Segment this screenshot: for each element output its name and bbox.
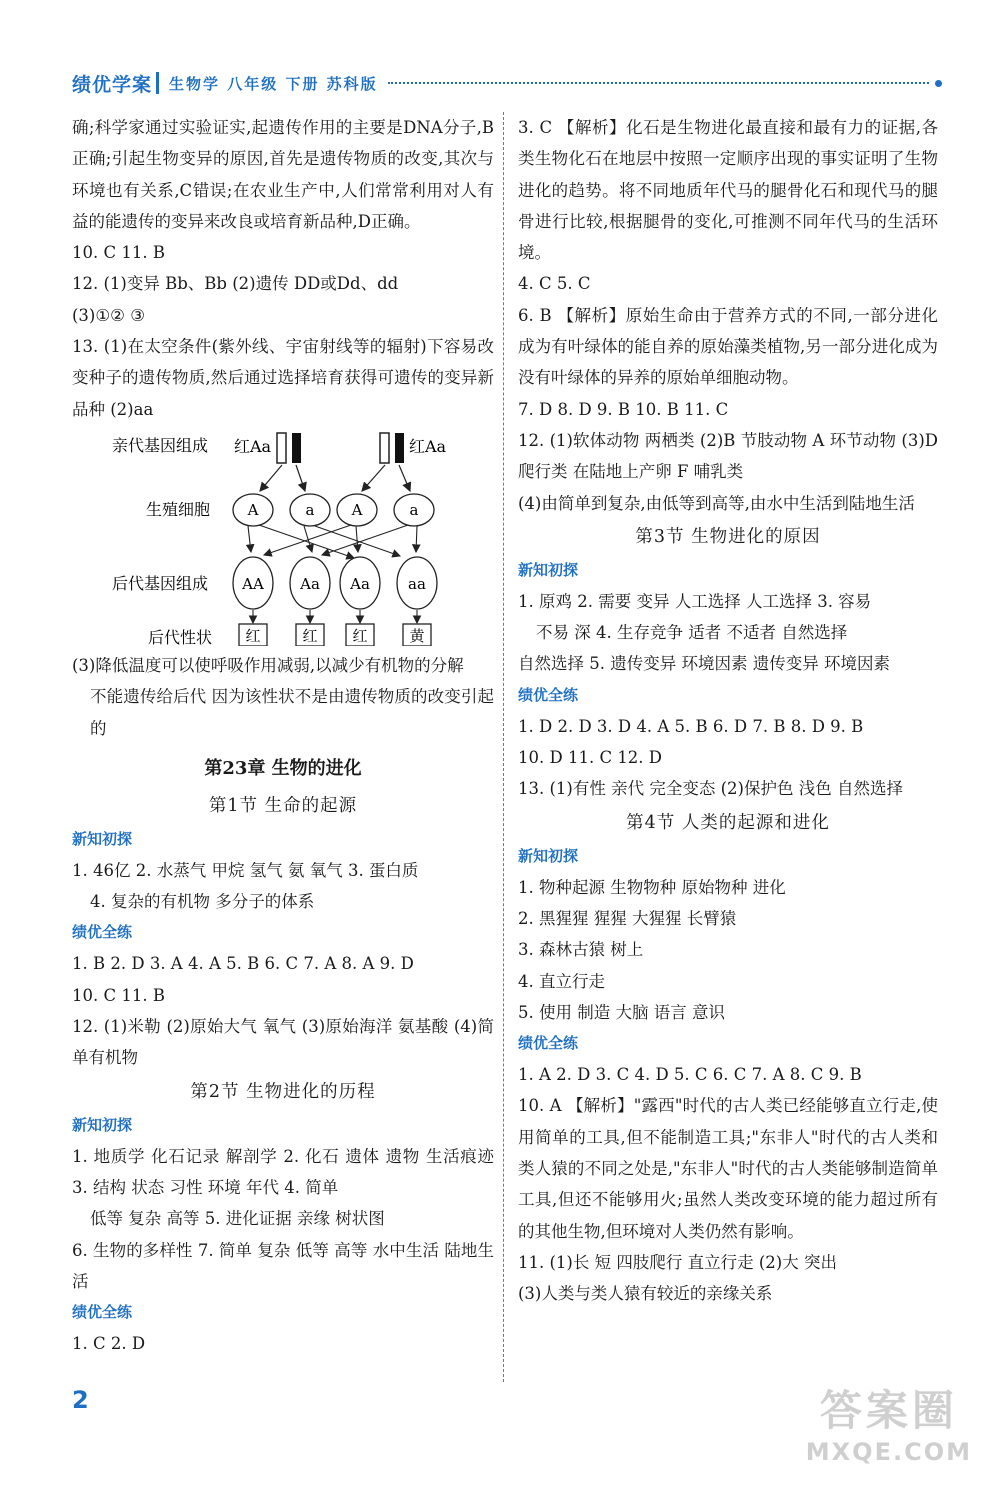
answer-paragraph: 12. (1)米勒 (2)原始大气 氧气 (3)原始海洋 氨基酸 (4)简单有机物 (72, 1017, 494, 1068)
answer-line: (3)人类与类人猿有较近的亲缘关系 (518, 1284, 773, 1304)
answer-line: 12. (1)变异 Bb、Bb (2)遗传 DD或Dd、dd (72, 274, 399, 294)
trait-label: 红 (302, 626, 318, 645)
answer-line: (4)由简单到复杂,由低等到高等,由水中生活到陆地生活 (518, 493, 915, 513)
answer-line: 1. C 2. D (72, 1334, 146, 1354)
subsection-label: 绩优全练 (72, 1303, 133, 1322)
answer-paragraph: 13. (1)有性 亲代 完全变态 (2)保护色 浅色 自然选择 (518, 779, 903, 799)
answer-line: (3)①② ③ (72, 305, 145, 325)
subsection-label: 绩优全练 (72, 923, 133, 942)
subject-title: 生物学 八年级 下册 苏科版 (169, 74, 378, 93)
subsection-label: 新知初探 (72, 1115, 133, 1134)
answer-line: 1. 46亿 2. 水蒸气 甲烷 氢气 氨 氧气 3. 蛋白质 (72, 860, 419, 880)
trait-label: 黄 (409, 626, 425, 645)
answer-line: 3. 森林古猿 树上 (518, 940, 644, 960)
offspring-label: aa (408, 574, 426, 593)
page-header (72, 68, 942, 98)
header-dot (935, 80, 942, 87)
answer-paragraph: 13. (1)在太空条件(紫外线、宇宙射线等的辐射)下容易改变种子的遗传物质,然后通过选择培育获得可遗传的变异新品种 (2)aa (72, 337, 494, 419)
gamete-label: a (409, 500, 419, 519)
answer-paragraph: 12. (1)软体动物 两栖类 (2)B 节肢动物 A 环节动物 (3)D 爬行类 在陆地上产卵 F 哺乳类 (518, 430, 938, 482)
genetic-cross-diagram (72, 431, 494, 646)
column-divider (503, 112, 504, 1382)
offspring-label: Aa (300, 574, 320, 593)
offspring-label: AA (242, 574, 264, 593)
section-title: 第4节 人类的起源和进化 (626, 812, 830, 833)
answer-paragraph: 不能遗传给后代 因为该性状不是由遗传物质的改变引起的 (90, 687, 494, 738)
answer-line: 不易 深 4. 生存竞争 适者 不适者 自然选择 (536, 623, 848, 643)
answer-line: 1. A 2. D 3. C 4. D 5. C 6. C 7. A 8. C 9. B (518, 1065, 862, 1085)
left-column (72, 112, 494, 1359)
offspring-label: Aa (350, 574, 370, 593)
subsection-label: 新知初探 (518, 560, 579, 579)
answer-line: 4. 直立行走 (518, 971, 605, 991)
gamete-label: a (305, 500, 315, 519)
brand-divider (156, 72, 159, 94)
chromosome-black (292, 433, 301, 463)
answer-line: 10. D 11. C 12. D (518, 748, 663, 768)
row-label-offspring: 后代基因组成 (112, 573, 209, 593)
answer-line: 7. D 8. D 9. B 10. B 11. C (518, 399, 729, 419)
right-column (518, 112, 938, 1310)
section-title: 第1节 生命的起源 (208, 795, 358, 816)
section-title: 第2节 生物进化的历程 (190, 1081, 376, 1102)
header-dotted-line (388, 82, 929, 84)
chromosome-black (395, 433, 404, 463)
answer-line: 10. C 11. B (72, 243, 165, 263)
answer-line: 11. (1)长 短 四肢爬行 直立行走 (2)大 突出 (518, 1252, 837, 1272)
answer-line: 4. 复杂的有机物 多分子的体系 (90, 892, 315, 912)
parent-left-label: 红Aa (234, 436, 272, 456)
row-label-gametes: 生殖细胞 (146, 499, 211, 519)
answer-paragraph: 6. 生物的多样性 7. 简单 复杂 低等 高等 水中生活 陆地生活 (72, 1240, 494, 1291)
answer-line: 低等 复杂 高等 5. 进化证据 亲缘 树状图 (90, 1209, 385, 1229)
chromosome-white (277, 433, 286, 463)
section-title: 第3节 生物进化的原因 (635, 526, 821, 547)
answer-paragraph: 10. A 【解析】"露西"时代的古人类已经能够直立行走,使用简单的工具,但不能制造工具;"东非人"时代的古人类和类人猿的不同之处是,"东非人"时代的古人类能够制造简单工具,但还不能够用火;虽然人类改变环境的能力超过所有的其他生物,但环境对人类仍然有影响。 (518, 1096, 938, 1241)
answer-paragraph: 6. B 【解析】原始生命由于营养方式的不同,一部分进化成为有叶绿体的能自养的原始藻类植物,另一部分进化成为没有叶绿体的异养的原始单细胞动物。 (518, 305, 938, 388)
answer-line: 2. 黑猩猩 猩猩 大猩猩 长臂猿 (518, 908, 737, 928)
row-label-parents: 亲代基因组成 (112, 435, 209, 455)
cross-svg (72, 431, 494, 646)
answer-line: 5. 使用 制造 大脑 语言 意识 (518, 1002, 725, 1022)
chapter-title: 第23章 生物的进化 (204, 757, 362, 779)
trait-label: 红 (245, 626, 261, 645)
answer-line: 1. 物种起源 生物物种 原始物种 进化 (518, 877, 786, 897)
answer-line: 1. B 2. D 3. A 4. A 5. B 6. C 7. A 8. A 9. D (72, 954, 414, 974)
watermark-logo: 答案圈 (819, 1386, 958, 1435)
answer-paragraph: (3)降低温度可以使呼吸作用减弱,以减少有机物的分解 (72, 655, 464, 675)
watermark (806, 1378, 972, 1466)
chromosome-white (380, 433, 389, 463)
gamete-label: A (247, 500, 259, 519)
parent-right-label: 红Aa (409, 436, 447, 456)
watermark-domain: MXQE.COM (805, 1438, 972, 1466)
answer-paragraph: 1. 地质学 化石记录 解剖学 2. 化石 遗体 遗物 生活痕迹 3. 结构 状态 习性 环境 年代 4. 简单 (72, 1146, 494, 1197)
answer-line: 4. C 5. C (518, 274, 591, 294)
subsection-label: 新知初探 (518, 846, 579, 865)
brand-title: 绩优学案 (72, 73, 153, 96)
gamete-label: A (351, 500, 363, 519)
answer-paragraph: 确;科学家通过实验证实,起遗传作用的主要是DNA分子,B正确;引起生物变异的原因,首先是遗传物质的改变,其次与环境也有关系,C错误;在农业生产中,人们常常利用对人有益的能遗传的变异来改良或培育新品种,D正确。 (72, 118, 494, 231)
answer-line: 1. 原鸡 2. 需要 变异 人工选择 人工选择 3. 容易 (518, 591, 872, 611)
subsection-label: 绩优全练 (518, 685, 579, 704)
answer-line: 10. C 11. B (72, 985, 165, 1005)
answer-line: 1. D 2. D 3. D 4. A 5. B 6. D 7. B 8. D 9. B (518, 716, 864, 736)
row-label-traits: 后代性状 (148, 627, 213, 646)
trait-label: 红 (352, 626, 368, 645)
answer-paragraph: 3. C 【解析】化石是生物进化最直接和最有力的证据,各类生物化石在地层中按照一定顺序出现的事实证明了生物进化的趋势。将不同地质年代马的腿骨化石和现代马的腿骨进行比较,根据腿骨的变化,可推测不同年代马的生活环境。 (518, 118, 938, 263)
subsection-label: 新知初探 (72, 829, 133, 848)
subsection-label: 绩优全练 (518, 1034, 579, 1053)
answer-paragraph: 自然选择 5. 遗传变异 环境因素 遗传变异 环境因素 (518, 654, 890, 674)
page-number: 2 (72, 1386, 89, 1414)
